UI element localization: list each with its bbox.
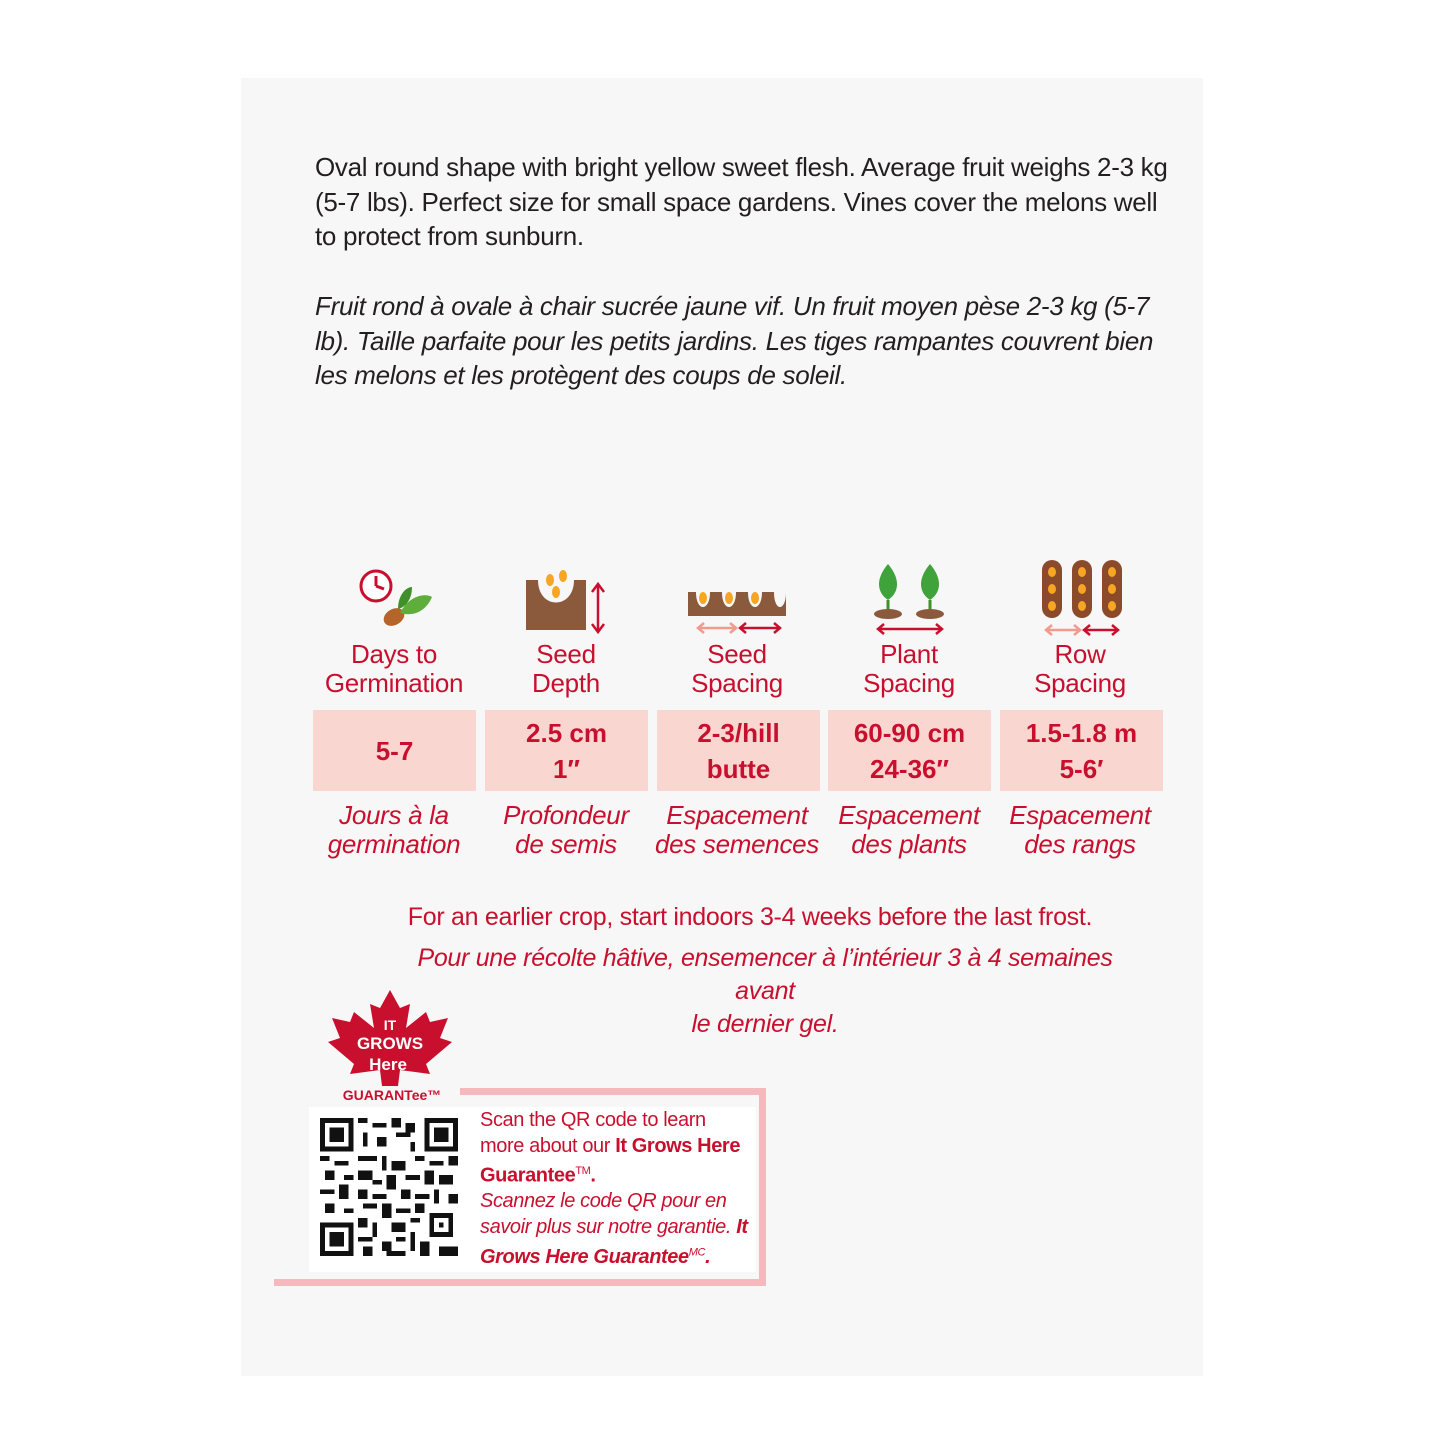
espacement-semences-label: Espacement des semences bbox=[654, 800, 820, 859]
frame-right bbox=[759, 1088, 766, 1286]
badge-line-2: GROWS bbox=[356, 1034, 424, 1053]
row-spacing-label: Row Spacing bbox=[1034, 639, 1126, 698]
days-to-germination-value: 5-7 bbox=[313, 710, 476, 791]
espacement-plants-label: Espacement des plants bbox=[838, 800, 980, 859]
plant-spacing-label: Plant Spacing bbox=[863, 639, 955, 698]
jours-germination-label: Jours à la germination bbox=[327, 800, 461, 859]
badge-line-1: IT bbox=[383, 1017, 397, 1033]
days-to-germination-label: Days to Germination bbox=[324, 639, 464, 698]
guarantee-text: Scan the QR code to learn more about our It Grows Here Guarantee™. Scannez le code QR pour en savoir plus sur notre garantie. It Grows Here Guarantee$^{MC}$. bbox=[480, 1109, 748, 1268]
row-spacing-value: 1.5-1.8 m 5-6′ bbox=[1000, 710, 1163, 791]
qr-code[interactable] bbox=[320, 1118, 458, 1256]
seed-spacing-label: Seed Spacing bbox=[691, 639, 783, 698]
plant-spacing-icon bbox=[872, 560, 948, 636]
badge-line-3: Here bbox=[369, 1055, 407, 1074]
frame-top bbox=[460, 1088, 766, 1095]
description-french: Fruit rond à ovale à chair sucrée jaune vif. Un fruit moyen pèse 2-3 kg (5-7 lb). Taille parfaite pour les petits jardins. Les tiges rampantes couvrent bien les melons et les protègent des coups de soleil. bbox=[315, 291, 1154, 390]
early-crop-note-english: For an earlier crop, start indoors 3-4 weeks before the last frost. bbox=[407, 903, 1093, 931]
profondeur-semis-label: Profondeur de semis bbox=[503, 800, 629, 859]
clock-seedling-icon bbox=[354, 567, 434, 633]
seed-depth-label: Seed Depth bbox=[532, 639, 600, 698]
seed-spacing-value: 2-3/hill butte bbox=[657, 710, 820, 791]
badge-line-4: GUARANTee™ bbox=[342, 1087, 442, 1103]
row-spacing-icon bbox=[1040, 558, 1124, 638]
seed-depth-icon bbox=[526, 570, 610, 634]
frame-bottom bbox=[274, 1279, 766, 1286]
early-crop-note-french: Pour une récolte hâtive, ensemencer à l’intérieur 3 à 4 semaines avant le dernier gel. bbox=[417, 944, 1113, 1038]
seed-depth-value: 2.5 cm 1″ bbox=[485, 710, 648, 791]
description-english: Oval round shape with bright yellow sweet flesh. Average fruit weighs 2-3 kg (5-7 lbs). Perfect size for small space gardens. Vines cover the melons well to protect from sunburn. bbox=[315, 152, 1168, 251]
plant-spacing-value: 60-90 cm 24-36″ bbox=[828, 710, 991, 791]
espacement-rangs-label: Espacement des rangs bbox=[1009, 800, 1151, 859]
seed-spacing-icon bbox=[688, 582, 788, 636]
maple-leaf-guarantee-badge bbox=[326, 990, 460, 1106]
